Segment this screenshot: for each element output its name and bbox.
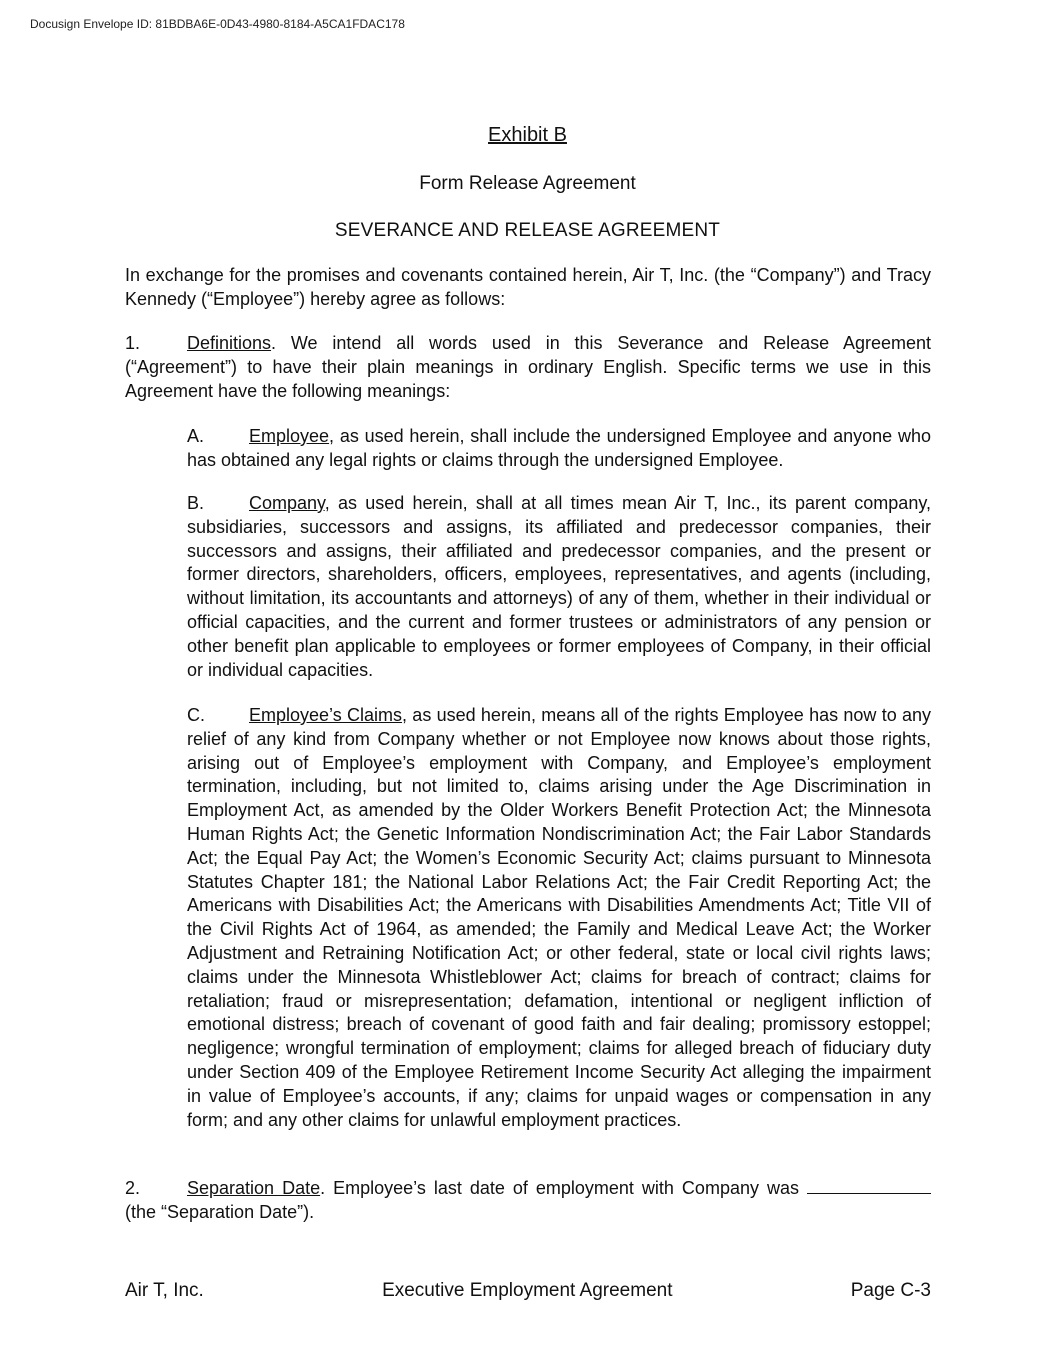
section-number: C. — [187, 705, 205, 725]
footer-page-number: Page C-3 — [850, 1280, 931, 1301]
definition-c-employee-claims — [187, 704, 931, 1132]
intro-paragraph: In exchange for the promises and covenants contained herein, Air T, Inc. (the “Company”) and Tracy Kennedy (“Employee”) hereby agree as follows: — [125, 265, 931, 309]
agreement-heading: SEVERANCE AND RELEASE AGREEMENT — [334, 220, 721, 241]
page-footer — [125, 1280, 931, 1302]
section-text: . We intend all words used in this Severance and Release Agreement (“Agreement”) to have their plain meanings in ordinary English. Specific terms we use in this Agreement have the following meanings: — [125, 333, 931, 401]
exhibit-title: Exhibit B — [488, 124, 567, 146]
section-title: Company — [249, 493, 325, 513]
section-title: Employee’s Claims — [249, 705, 403, 725]
section-title: Definitions — [187, 333, 272, 353]
footer-document-title: Executive Employment Agreement — [382, 1280, 673, 1301]
section-text: . Employee’s last date of employment with Company was — [320, 1178, 807, 1198]
section-text: , as used herein, shall at all times mean Air T, Inc., its parent company, subsidiaries, successors and assigns, its affiliated and predecessor companies, their successors and assigns, their affiliated and predecessor companies, and the present or former directors, shareholders, officers, employees, representatives, and agents (including, without limitation, its accountants and attorneys) of any of them, whether in their individual or official capacities, and the current and former trustees or administrators of any pension or other benefit plan applicable to employees or former employees of Company, in their official or individual capacities. — [187, 493, 931, 680]
section-text: , as used herein, shall include the undersigned Employee and anyone who has obtained any legal rights or claims through the undersigned Employee. — [187, 426, 931, 470]
section-text-after: (the “Separation Date”). — [125, 1201, 315, 1222]
envelope-id: Docusign Envelope ID: 81BDBA6E-0D43-4980-8184-A5CA1FDAC178 — [30, 17, 405, 31]
separation-date-blank — [807, 1177, 931, 1194]
section-title: Separation Date — [187, 1178, 321, 1198]
section-1-definitions — [125, 332, 931, 403]
document-subtitle: Form Release Agreement — [419, 173, 636, 194]
section-number: 1. — [125, 333, 141, 353]
definition-a-employee — [187, 425, 931, 473]
section-number: 2. — [125, 1178, 141, 1198]
section-2-separation-date — [125, 1177, 931, 1225]
definition-b-company — [187, 492, 931, 682]
section-number: B. — [187, 493, 205, 513]
footer-company: Air T, Inc. — [125, 1280, 204, 1301]
section-number: A. — [187, 426, 205, 446]
section-title: Employee — [249, 426, 330, 446]
section-text: , as used herein, means all of the rights Employee has now to any relief of any kind from Company whether or not Employee now knows about those rights, arising out of Employee’s employment with Company, and Employee’s employment termination, including, but not limited to, claims arising under the Age Discrimination in Employment Act, as amended by the Older Workers Benefit Protection Act; the Minnesota Human Rights Act; the Genetic Information Nondiscrimination Act; the Fair Labor Standards Act; the Equal Pay Act; the Women’s Economic Security Act; claims pursuant to Minnesota Statutes Chapter 181; the National Labor Relations Act; the Fair Credit Reporting Act; the Americans with Disabilities Act; the Americans with Disabilities Amendments Act; Title VII of the Civil Rights Act of 1964, as amended; the Family and Medical Leave Act; the Worker Adjustment and Retraining Notification Act; or other federal, state or local civil rights laws; claims under the Minnesota Whistleblower Act; claims for breach of contract; claims for retaliation; fraud or misrepresentation; defamation, intentional or negligent infliction of emotional distress; breach of covenant of good faith and fair dealing; promissory estoppel; negligence; wrongful termination of employment; claims for alleged breach of fiduciary duty under Section 409 of the Employee Retirement Income Security Act alleging the impairment in value of Employee’s accounts, if any; claims for unpaid wages or compensation in any form; and any other claims for unlawful employment practices. — [187, 705, 932, 1130]
